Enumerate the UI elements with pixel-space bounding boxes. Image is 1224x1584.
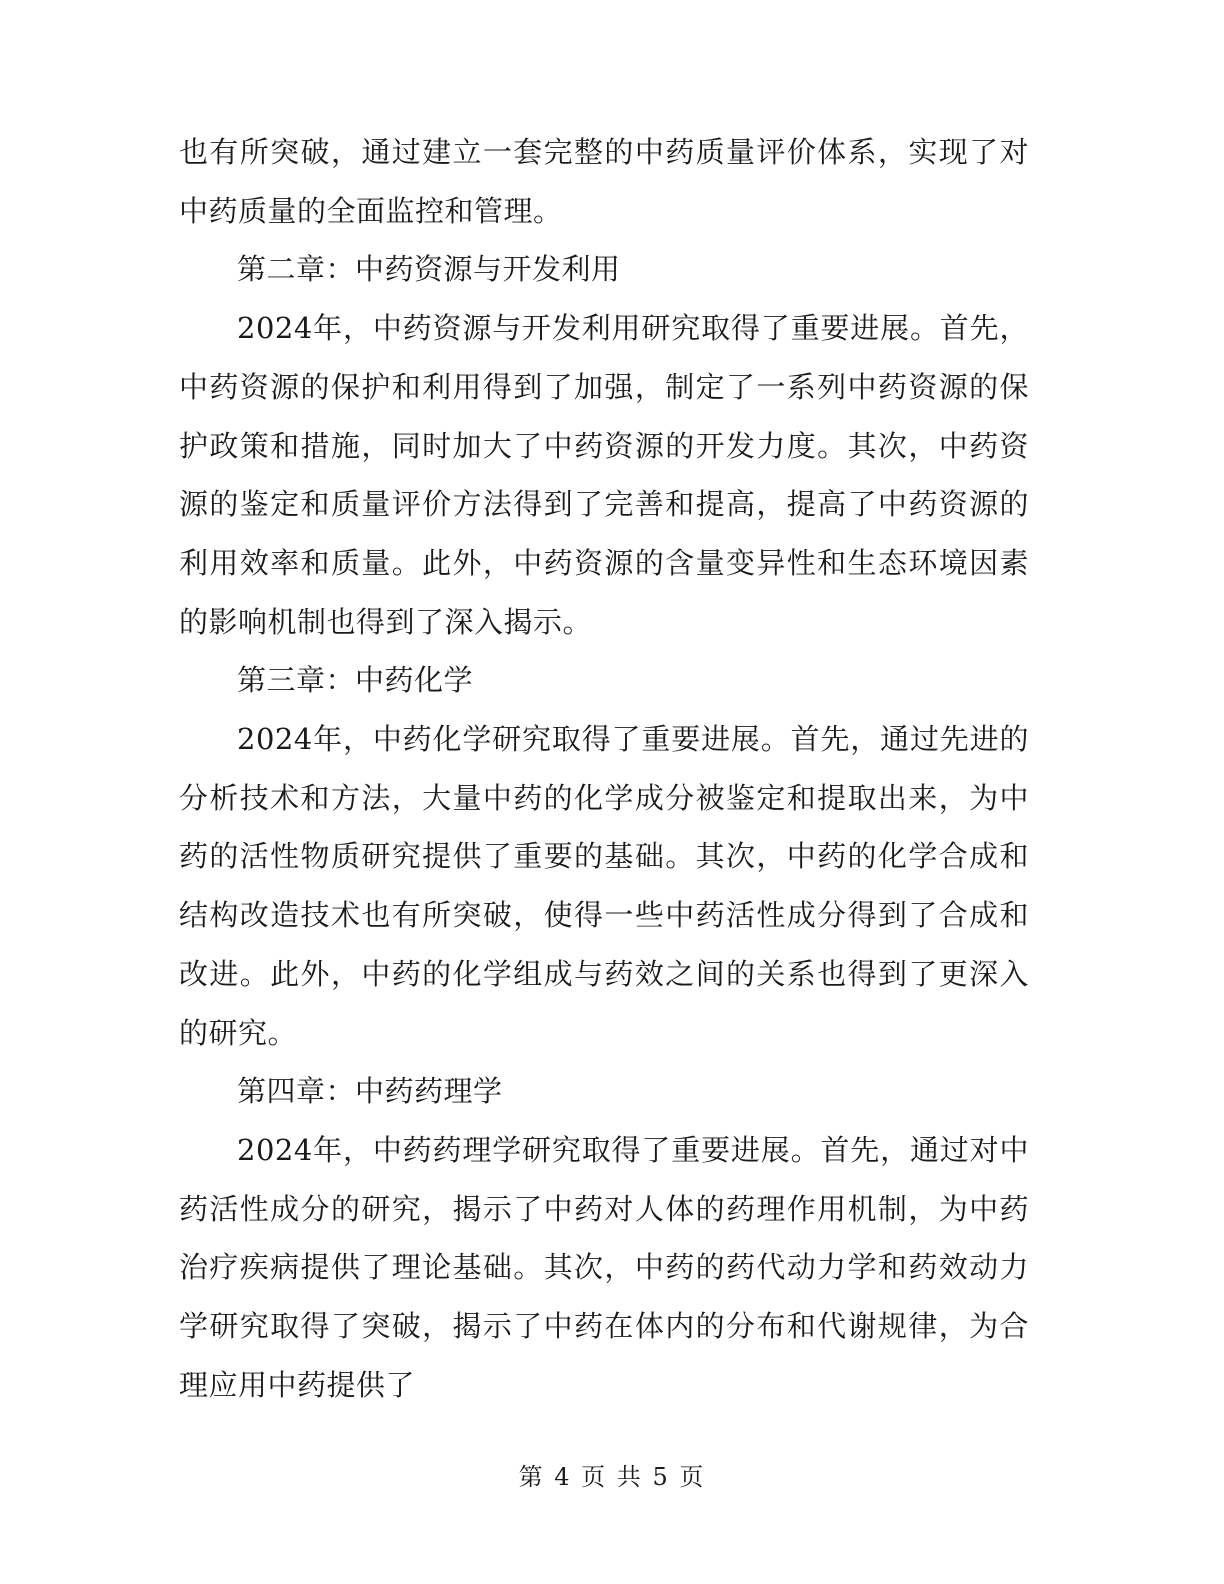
chapter-3-heading: 第三章：中药化学 <box>237 663 474 698</box>
chapter-3-paragraph: 2024年，中药化学研究取得了重要进展。首先，通过先进的分析技术和方法，大量中药的化学成分被鉴定和提取出来，为中药的活性物质研究提供了重要的基础。其次，中药的化学合成和结构改造技术也有所突破，使得一些中药活性成分得到了合成和改进。此外，中药的化学组成与药效之间的关系也得到了更深入的研究。 <box>179 722 1029 1050</box>
paragraph-continuation: 也有所突破，通过建立一套完整的中药质量评价体系，实现了对中药质量的全面监控和管理。 <box>179 135 1029 228</box>
page-number-footer: 第 4 页 共 5 页 <box>518 1463 706 1491</box>
chapter-2-paragraph: 2024年，中药资源与开发利用研究取得了重要进展。首先，中药资源的保护和利用得到了加强，制定了一系列中药资源的保护政策和措施，同时加大了中药资源的开发力度。其次，中药资源的鉴定和质量评价方法得到了完善和提高，提高了中药资源的利用效率和质量。此外，中药资源的含量变异性和生态环境因素的影响机制也得到了深入揭示。 <box>179 311 1029 639</box>
chapter-4-paragraph: 2024年，中药药理学研究取得了重要进展。首先，通过对中药活性成分的研究，揭示了中药对人体的药理作用机制，为中药治疗疾病提供了理论基础。其次，中药的药代动力学和药效动力学研究取得了突破，揭示了中药在体内的分布和代谢规律，为合理应用中药提供了 <box>179 1132 1029 1402</box>
chapter-2-heading: 第二章：中药资源与开发利用 <box>237 252 621 287</box>
document-body <box>179 123 1029 1414</box>
chapter-4-heading: 第四章：中药药理学 <box>237 1074 503 1109</box>
